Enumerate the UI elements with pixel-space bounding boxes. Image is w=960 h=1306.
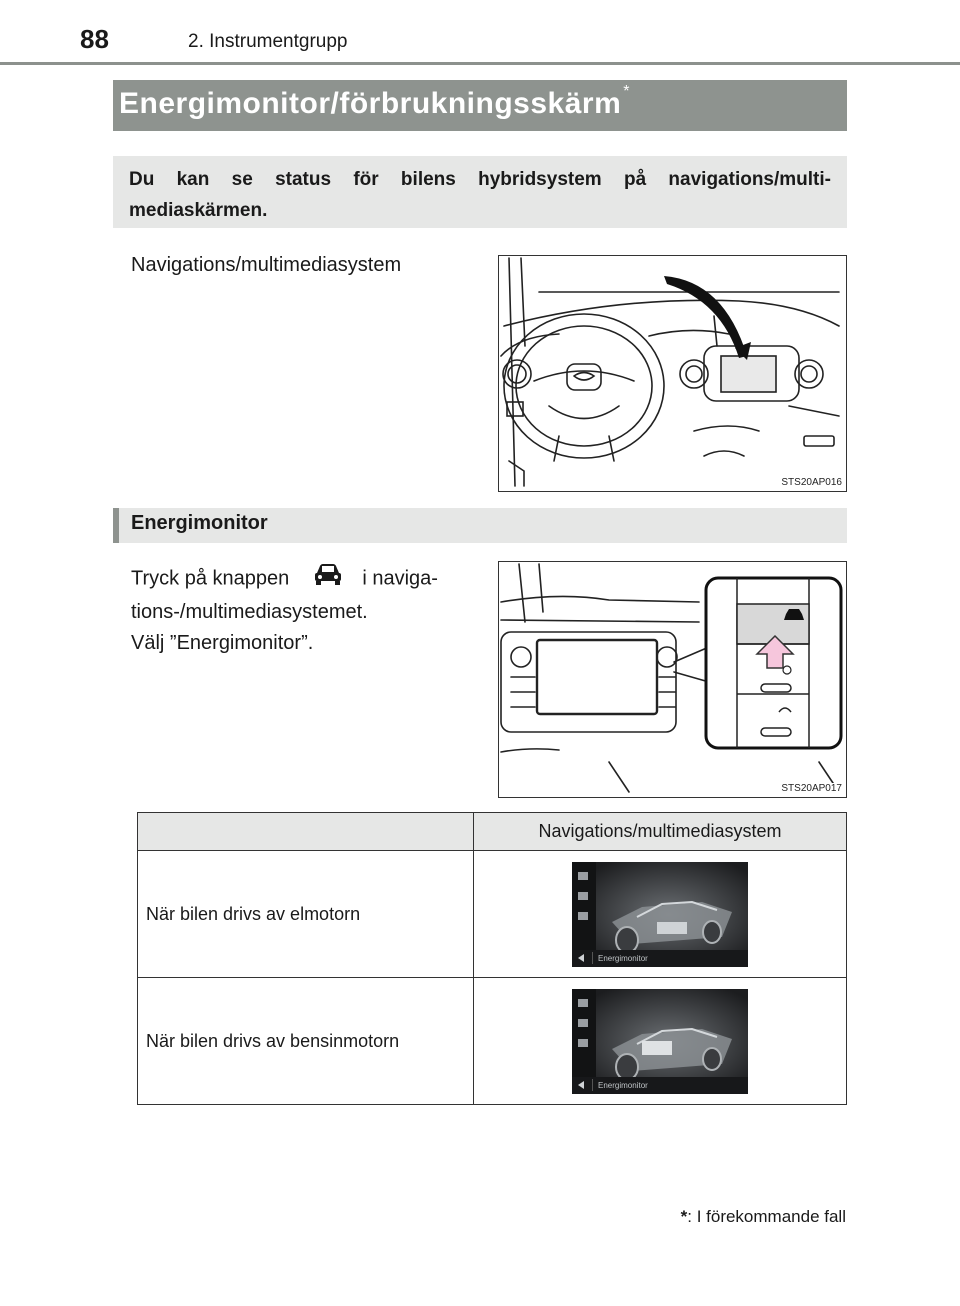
system-label: Navigations/multimediasystem (131, 254, 402, 276)
step-1-text-b: i naviga- (362, 567, 438, 590)
chapter-title: 2. Instrumentgrupp (188, 31, 348, 52)
screen-title: Energimonitor (598, 953, 648, 963)
comparison-table (137, 812, 847, 1105)
step-2: Välj ”Energimonitor”. (131, 632, 314, 654)
footnote (681, 1207, 846, 1227)
intro-box (113, 156, 847, 228)
page-title (113, 80, 847, 131)
step-1 (131, 562, 438, 628)
console-figure (498, 561, 847, 798)
dashboard-figure (498, 255, 847, 492)
table-row-image (474, 978, 847, 1105)
header-rule (0, 62, 960, 65)
console-illustration (499, 562, 846, 797)
screen-title: Energimonitor (598, 1080, 648, 1090)
table-row-image (474, 851, 847, 978)
page-number: 88 (80, 24, 109, 54)
page-title-text: Energimonitor/förbrukningsskärm (119, 87, 622, 120)
step-1-text-a: Tryck på knappen (131, 567, 290, 590)
section-heading: Energimonitor (113, 508, 847, 543)
table-header-cell: Navigations/multimediasystem (474, 813, 847, 851)
dashboard-illustration (499, 256, 846, 491)
asterisk-mark: * (623, 83, 630, 100)
figure-code: STS20AP016 (781, 477, 842, 488)
table-row-label: När bilen drivs av bensinmotorn (138, 978, 474, 1105)
energy-monitor-screen (572, 989, 748, 1094)
energy-monitor-screen (572, 862, 748, 967)
footnote-mark: * (680, 1207, 688, 1226)
table-row (138, 851, 847, 978)
intro-text: Du kan se status för bilens hybridsystem på navigations/multi-mediaskärmen. (129, 169, 831, 221)
footnote-text: : I förekommande fall (687, 1207, 846, 1226)
step-1-text-c: tions-/multimediasystemet. (131, 601, 368, 623)
table-header-row (138, 813, 847, 851)
car-icon (313, 562, 343, 596)
table-row (138, 978, 847, 1105)
table-row-label: När bilen drivs av elmotorn (138, 851, 474, 978)
table-header-empty (138, 813, 474, 851)
figure-code: STS20AP017 (781, 783, 842, 794)
